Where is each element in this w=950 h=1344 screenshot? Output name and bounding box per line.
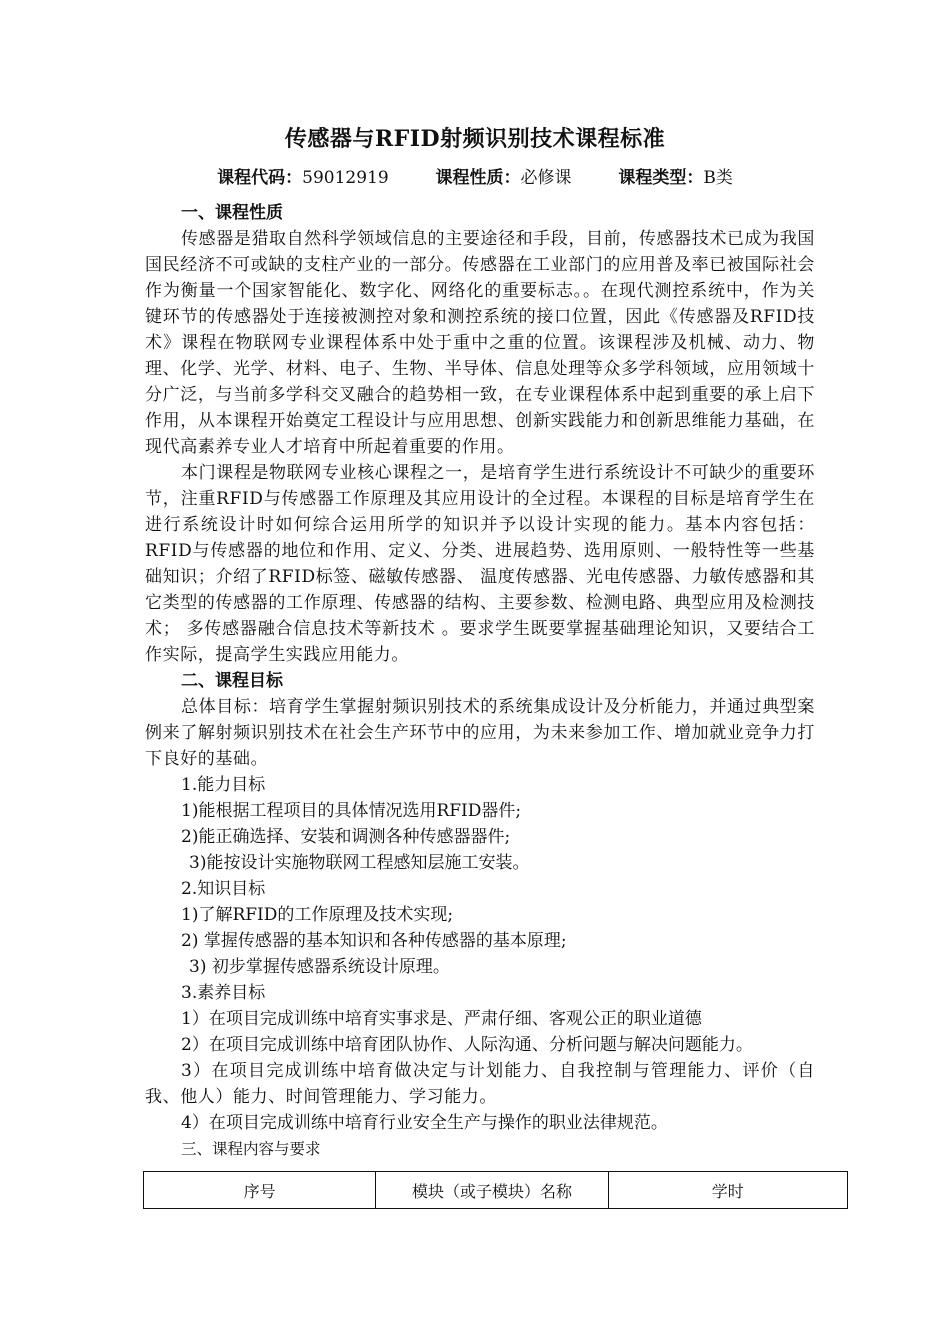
course-meta	[0, 163, 950, 188]
course-type-value: B类	[703, 168, 733, 188]
table-header-row	[144, 1172, 848, 1209]
list-item: 3）在项目完成训练中培育做决定与计划能力、自我控制与管理能力、评价（自我、他人）能力、时间管理能力、学习能力。	[145, 1061, 815, 1107]
table-header-cell: 序号	[144, 1172, 376, 1209]
list-item: 1)了解RFID的工作原理及技术实现;	[181, 905, 454, 925]
list-item: 3) 初步掌握传感器系统设计原理。	[189, 957, 450, 977]
subheading-knowledge: 2.知识目标	[181, 879, 266, 899]
table-header-cell: 学时	[608, 1172, 847, 1209]
course-code-label: 课程代码：	[217, 168, 303, 188]
table-header-cell: 模块（或子模块）名称	[376, 1172, 608, 1209]
course-nature-label: 课程性质：	[435, 168, 521, 188]
paragraph-overall-goal: 总体目标：培育学生掌握射频识别技术的系统集成设计及分析能力，并通过典型案例来了解射频识别技术在社会生产环节中的应用，为未来参加工作、增加就业竞争力打下良好的基础。	[145, 697, 815, 769]
list-item: 1）在项目完成训练中培育实事求是、严肃仔细、客观公正的职业道德	[181, 1009, 702, 1029]
course-code-value: 59012919	[302, 168, 389, 188]
list-item: 3)能按设计实施物联网工程感知层施工安装。	[189, 853, 530, 873]
paragraph: 传感器是猎取自然科学领域信息的主要途径和手段，目前，传感器技术已成为我国国民经济不可或缺的支柱产业的一部分。传感器在工业部门的应用普及率已被国际社会作为衡量一个国家智能化、数字化、网络化的重要标志。。在现代测控系统中，作为关键环节的传感器处于连接被测控对象和测控系统的接口位置，因此《传感器及RFID技术》课程在物联网专业课程体系中处于重中之重的位置。该课程涉及机械、动力、物理、化学、光学、材料、电子、生物、半导体、信息处理等众多学科领域，应用领域十分广泛，与当前多学科交叉融合的趋势相一致，在专业课程体系中起到重要的承上启下作用，从本课程开始奠定工程设计与应用思想、创新实践能力和创新思维能力基础，在现代高素养专业人才培育中所起着重要的作用。	[145, 229, 815, 457]
document-title: 传感器与RFID射频识别技术课程标准	[284, 126, 666, 152]
list-item: 2)能正确选择、安装和调测各种传感器器件;	[181, 827, 511, 847]
section-heading-nature: 一、课程性质	[181, 203, 283, 223]
course-content-table	[143, 1171, 848, 1209]
list-item: 4）在项目完成训练中培育行业安全生产与操作的职业法律规范。	[181, 1113, 668, 1133]
course-type-label: 课程类型：	[618, 168, 704, 188]
subheading-quality: 3.素养目标	[181, 983, 266, 1003]
subheading-ability: 1.能力目标	[181, 775, 266, 795]
paragraph: 本门课程是物联网专业核心课程之一，是培育学生进行系统设计不可缺少的重要环节，注重RFID与传感器工作原理及其应用设计的全过程。本课程的目标是培育学生在进行系统设计时如何综合运用所学的知识并予以设计实现的能力。基本内容包括：RFID与传感器的地位和作用、定义、分类、进展趋势、选用原则、一般特性等一些基础知识；介绍了RFID标签、磁敏传感器、 温度传感器、光电传感器、力敏传感器和其它类型的传感器的工作原理、传感器的结构、主要参数、检测电路、典型应用及检测技术； 多传感器融合信息技术等新技术 。要求学生既要掌握基础理论知识，又要结合工作实际，提高学生实践应用能力。	[145, 463, 815, 665]
section-heading-goals: 二、课程目标	[181, 671, 283, 691]
course-nature-value: 必修课	[520, 168, 572, 188]
section-heading-content: 三、课程内容与要求	[181, 1140, 321, 1158]
list-item: 2）在项目完成训练中培育团队协作、人际沟通、分析问题与解决问题能力。	[181, 1035, 753, 1055]
document-body	[145, 200, 815, 1162]
list-item: 2) 掌握传感器的基本知识和各种传感器的基本原理;	[181, 931, 567, 951]
list-item: 1)能根据工程项目的具体情况选用RFID器件;	[181, 801, 522, 821]
